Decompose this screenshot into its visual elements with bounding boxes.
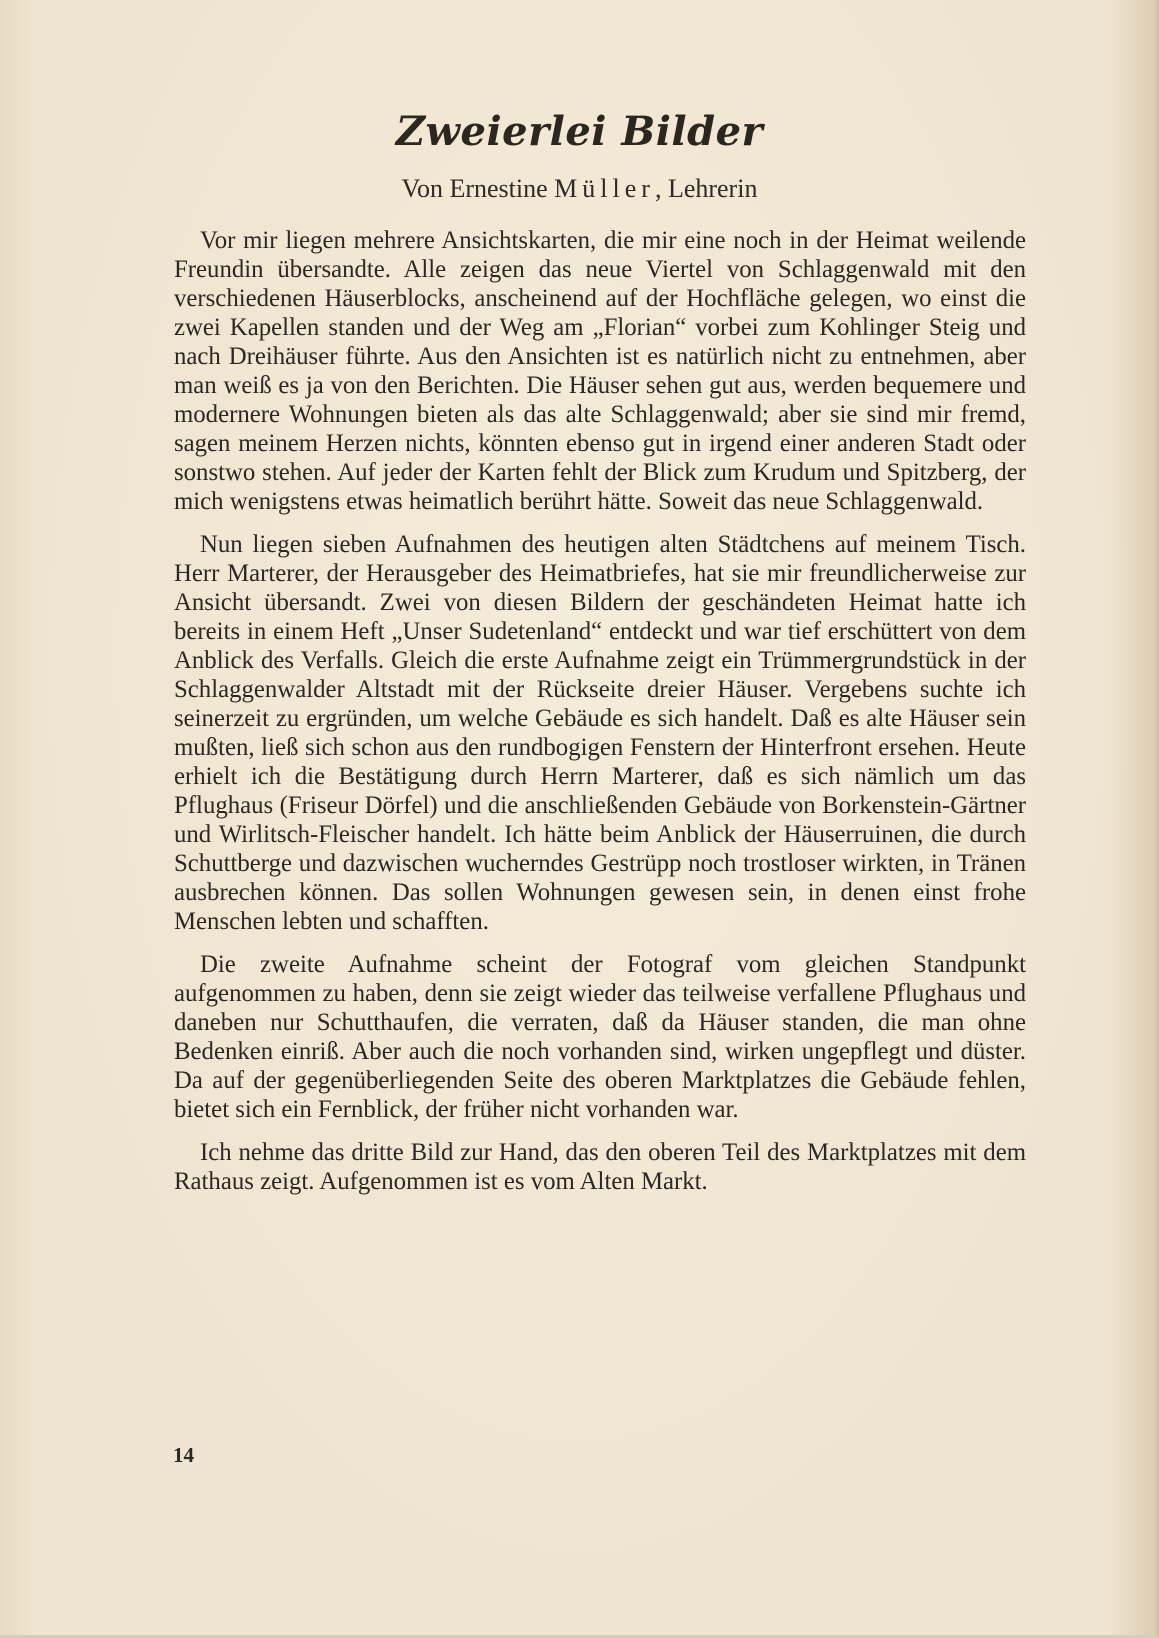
paragraph-1: Vor mir liegen mehrere Ansichtskarten, die mir eine noch in der Heimat weilende Freundin übersandte. Alle zeigen das neue Viertel von Schlaggenwald mit den verschiedenen Häuserblocks, anscheinend auf der Hochfläche gelegen, wo einst die zwei Kapellen standen und der Weg am „Florian“ vorbei zum Kohlinger Steig und nach Dreihäuser führte. Aus den Ansichten ist es natürlich nicht zu entnehmen, aber man weiß es ja von den Berichten. Die Häuser sehen gut aus, werden bequemere und modernere Wohnungen bieten als das alte Schlaggenwald; aber sie sind mir fremd, sagen meinem Herzen nichts, könnten ebenso gut in irgend einer anderen Stadt oder sonstwo stehen. Auf jeder der Karten fehlt der Blick zum Krudum und Spitzberg, der mich wenigstens etwas heimatlich berührt hätte. Soweit das neue Schlaggenwald. (174, 227, 1026, 515)
page-number: 14 (173, 1443, 194, 1467)
paragraph-3: Die zweite Aufnahme scheint der Fotograf vom gleichen Standpunkt aufgenommen zu haben, denn sie zeigt wieder das teilweise verfallene Pflughaus und daneben nur Schutthaufen, die verraten, daß da Häuser standen, die man ohne Bedenken einriß. Aber auch die noch vorhanden sind, wirken ungepflegt und düster. Da auf der gegenüberliegenden Seite des oberen Marktplatzes die Gebäude fehlen, bietet sich ein Fernblick, der früher nicht vorhanden war. (174, 951, 1026, 1123)
byline-prefix: Von Ernestine (401, 174, 555, 203)
byline-suffix: , Lehrerin (654, 174, 758, 203)
author-byline (0, 174, 1159, 204)
author-surname: Müller (554, 174, 655, 203)
paragraph-2: Nun liegen sieben Aufnahmen des heutigen alten Städtchens auf meinem Tisch. Herr Marterer, der Herausgeber des Heimatbriefes, hat sie mir freundlicherweise zur Ansicht übersandt. Zwei von diesen Bildern der geschändeten Heimat hatte ich bereits in einem Heft „Unser Sudetenland“ entdeckt und war tief erschüttert von dem Anblick des Verfalls. Gleich die erste Aufnahme zeigt ein Trümmergrundstück in der Schlaggenwalder Altstadt mit der Rückseite dreier Häuser. Vergebens suchte ich seinerzeit zu ergründen, um welche Gebäude es sich handelt. Daß es alte Häuser sein mußten, ließ sich schon aus den rundbogigen Fenstern der Hinterfront ersehen. Heute erhielt ich die Bestätigung durch Herrn Marterer, daß es sich nämlich um das Pflughaus (Friseur Dörfel) und die anschließenden Gebäude von Borkenstein-Gärtner und Wirlitsch-Fleischer handelt. Ich hätte beim Anblick der Häuserruinen, die durch Schuttberge und dazwischen wucherndes Gestrüpp noch trostloser wirkten, in Tränen ausbrechen können. Das sollen Wohnungen gewesen sein, in denen einst frohe Menschen lebten und schafften. (174, 531, 1026, 935)
paragraph-4: Ich nehme das dritte Bild zur Hand, das den oberen Teil des Marktplatzes mit dem Rathaus zeigt. Aufgenommen ist es vom Alten Markt. (174, 1139, 1026, 1195)
article-body (174, 226, 1026, 1210)
article-title: Zweierlei Bilder (395, 108, 764, 155)
